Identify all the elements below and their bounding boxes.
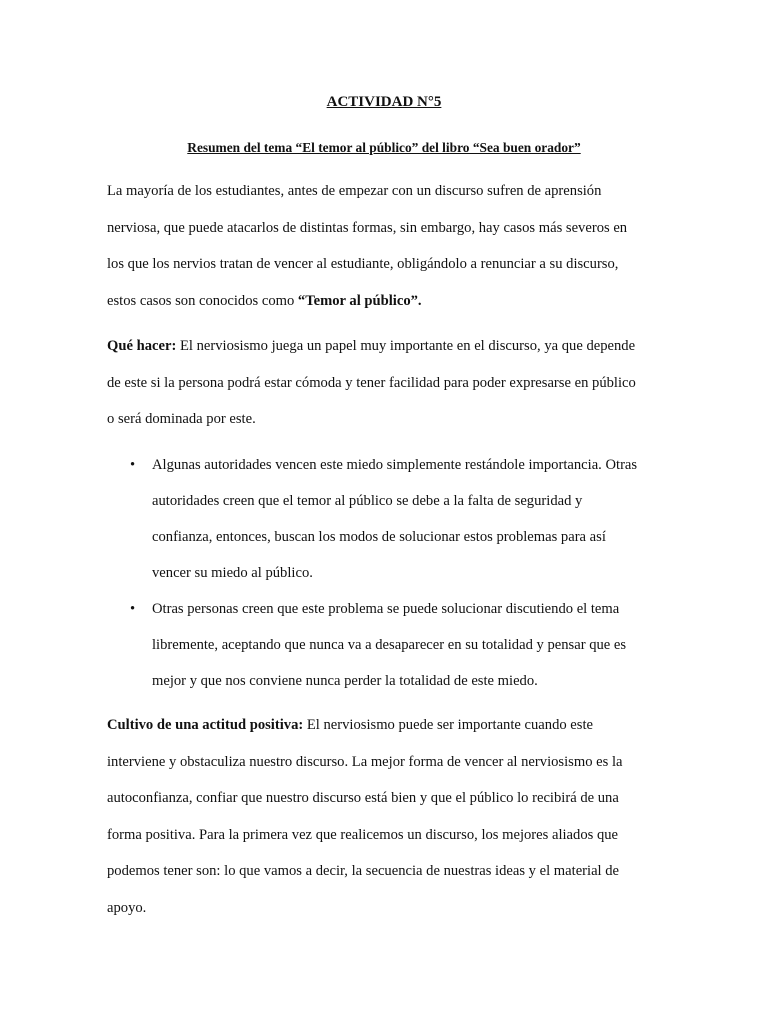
intro-last-prefix: estos casos son conocidos como xyxy=(107,292,298,309)
list-item xyxy=(130,447,672,591)
bullet-line: vencer su miedo al público. xyxy=(152,565,313,581)
intro-line: nerviosa, que puede atacarlos de distintas formas, sin embargo, hay casos más severos en xyxy=(107,219,628,236)
document-subtitle: Resumen del tema “El temor al público” del libro “Sea buen orador” xyxy=(187,140,581,155)
bullet-line: mejor y que nos conviene nunca perder la totalidad de este miedo. xyxy=(152,673,538,689)
intro-paragraph xyxy=(107,173,667,319)
intro-line: La mayoría de los estudiantes, antes de empezar con un discurso sufren de aprensión xyxy=(107,183,602,199)
bullet-list xyxy=(130,447,672,699)
cultivo-first-rest: El nerviosismo puede ser importante cuando este xyxy=(303,717,594,733)
que-hacer-label: Qué hacer: xyxy=(107,338,177,354)
cultivo-line: podemos tener son: lo que vamos a decir, la secuencia de nuestras ideas y el material de xyxy=(107,863,620,879)
cultivo-paragraph xyxy=(107,707,667,926)
bullet-line: confianza, entonces, buscan los modos de solucionar estos problemas para así xyxy=(152,529,606,545)
bullet-line: Algunas autoridades vencen este miedo simplemente restándole importancia. Otras xyxy=(152,457,638,473)
intro-line: los que los nervios tratan de vencer al estudiante, obligándolo a renunciar a su discurso, xyxy=(107,256,619,272)
cultivo-line: interviene y obstaculiza nuestro discurso. La mejor forma de vencer al nerviosismo es la xyxy=(107,753,623,770)
que-hacer-first-rest: El nerviosismo juega un papel muy importante en el discurso, ya que depende xyxy=(176,338,636,354)
bullet-line: Otras personas creen que este problema se puede solucionar discutiendo el tema xyxy=(152,601,620,617)
cultivo-first-line xyxy=(107,707,667,744)
que-hacer-line: de este si la persona podrá estar cómoda y tener facilidad para poder expresarse en público xyxy=(107,374,636,391)
intro-highlight: “Temor al público”. xyxy=(297,292,422,309)
bullet-line: autoridades creen que el temor al público se debe a la falta de seguridad y xyxy=(152,493,583,509)
que-hacer-paragraph xyxy=(107,328,667,438)
list-item xyxy=(130,591,672,699)
cultivo-line: apoyo. xyxy=(107,899,147,916)
bullet-line: libremente, aceptando que nunca va a desaparecer en su totalidad y pensar que es xyxy=(152,637,627,653)
cultivo-label: Cultivo de una actitud positiva: xyxy=(107,717,304,733)
cultivo-line: autoconfianza, confiar que nuestro discurso está bien y que el público lo recibirá de una xyxy=(107,790,619,806)
que-hacer-first-line xyxy=(107,328,667,365)
cultivo-line: forma positiva. Para la primera vez que realicemos un discurso, los mejores aliados que xyxy=(107,826,619,843)
document-title: ACTIVIDAD N°5 xyxy=(326,94,442,110)
que-hacer-line: o será dominada por este. xyxy=(107,411,256,427)
bullet-icon: • xyxy=(130,457,136,473)
intro-line-last xyxy=(107,283,667,320)
bullet-icon: • xyxy=(130,601,136,617)
